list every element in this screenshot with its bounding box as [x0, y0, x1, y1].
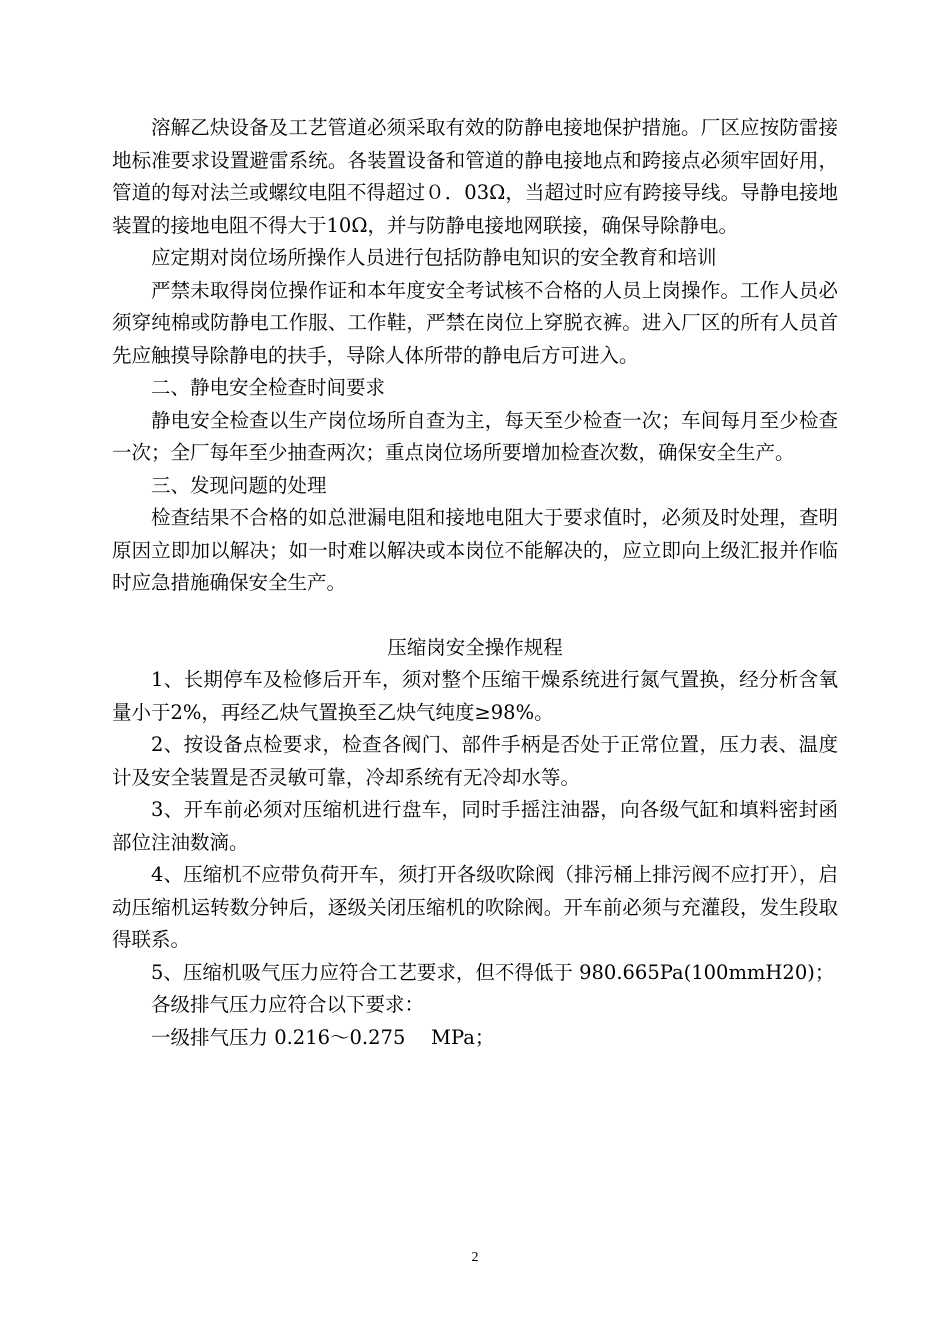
body-paragraph: 检查结果不合格的如总泄漏电阻和接地电阻大于要求值时，必须及时处理，查明原因立即加以解决；如一时难以解决或本岗位不能解决的，应立即向上级汇报并作临时应急措施确保安全生产。 [112, 506, 838, 594]
section-heading: 三、发现问题的处理 [151, 473, 327, 497]
list-item: 2、按设备点检要求，检查各阀门、部件手柄是否处于正常位置，压力表、温度计及安全装置是否灵敏可靠，冷却系统有无冷却水等。 [112, 733, 838, 789]
section-heading: 二、静电安全检查时间要求 [151, 376, 386, 399]
section-title: 压缩岗安全操作规程 [387, 635, 563, 659]
document-page [112, 112, 838, 1054]
body-paragraph: 各级排气压力应符合以下要求： [151, 993, 425, 1016]
list-item: 1、长期停车及检修后开车，须对整个压缩干燥系统进行氮气置换，经分析含氧量小于2%，再经乙炔气置换至乙炔气纯度≥98%。 [112, 668, 838, 724]
body-paragraph: 一级排气压力 0.216～0.275 MPa； [151, 1025, 495, 1049]
body-paragraph: 应定期对岗位场所操作人员进行包括防静电知识的安全教育和培训 [151, 246, 717, 269]
list-item: 5、压缩机吸气压力应符合工艺要求，但不得低于 980.665Pa(100mmH20)； [151, 960, 835, 984]
body-paragraph: 溶解乙炔设备及工艺管道必须采取有效的防静电接地保护措施。厂区应按防雷接地标准要求设置避雷系统。各装置设备和管道的静电接地点和跨接点必须牢固好用，管道的每对法兰或螺纹电阻不得超过０．03Ω，当超过时应有跨接导线。导静电接地装置的接地电阻不得大于10Ω，并与防静电接地网联接，确保导除静电。 [112, 116, 838, 237]
list-item: 4、压缩机不应带负荷开车，须打开各级吹除阀（排污桶上排污阀不应打开），启动压缩机运转数分钟后，逐级关闭压缩机的吹除阀。开车前必须与充灌段，发生段取得联系。 [112, 863, 838, 951]
body-paragraph: 严禁未取得岗位操作证和本年度安全考试核不合格的人员上岗操作。工作人员必须穿纯棉或防静电工作服、工作鞋，严禁在岗位上穿脱衣裤。进入厂区的所有人员首先应触摸导除静电的扶手，导除人体所带的静电后方可进入。 [112, 278, 838, 367]
body-paragraph: 静电安全检查以生产岗位场所自查为主，每天至少检查一次；车间每月至少检查一次；全厂每年至少抽查两次；重点岗位场所要增加检查次数，确保安全生产。 [112, 408, 838, 464]
page-number: 2 [471, 1250, 479, 1265]
list-item: 3、开车前必须对压缩机进行盘车，同时手摇注油器，向各级气缸和填料密封函部位注油数滴。 [112, 798, 838, 854]
